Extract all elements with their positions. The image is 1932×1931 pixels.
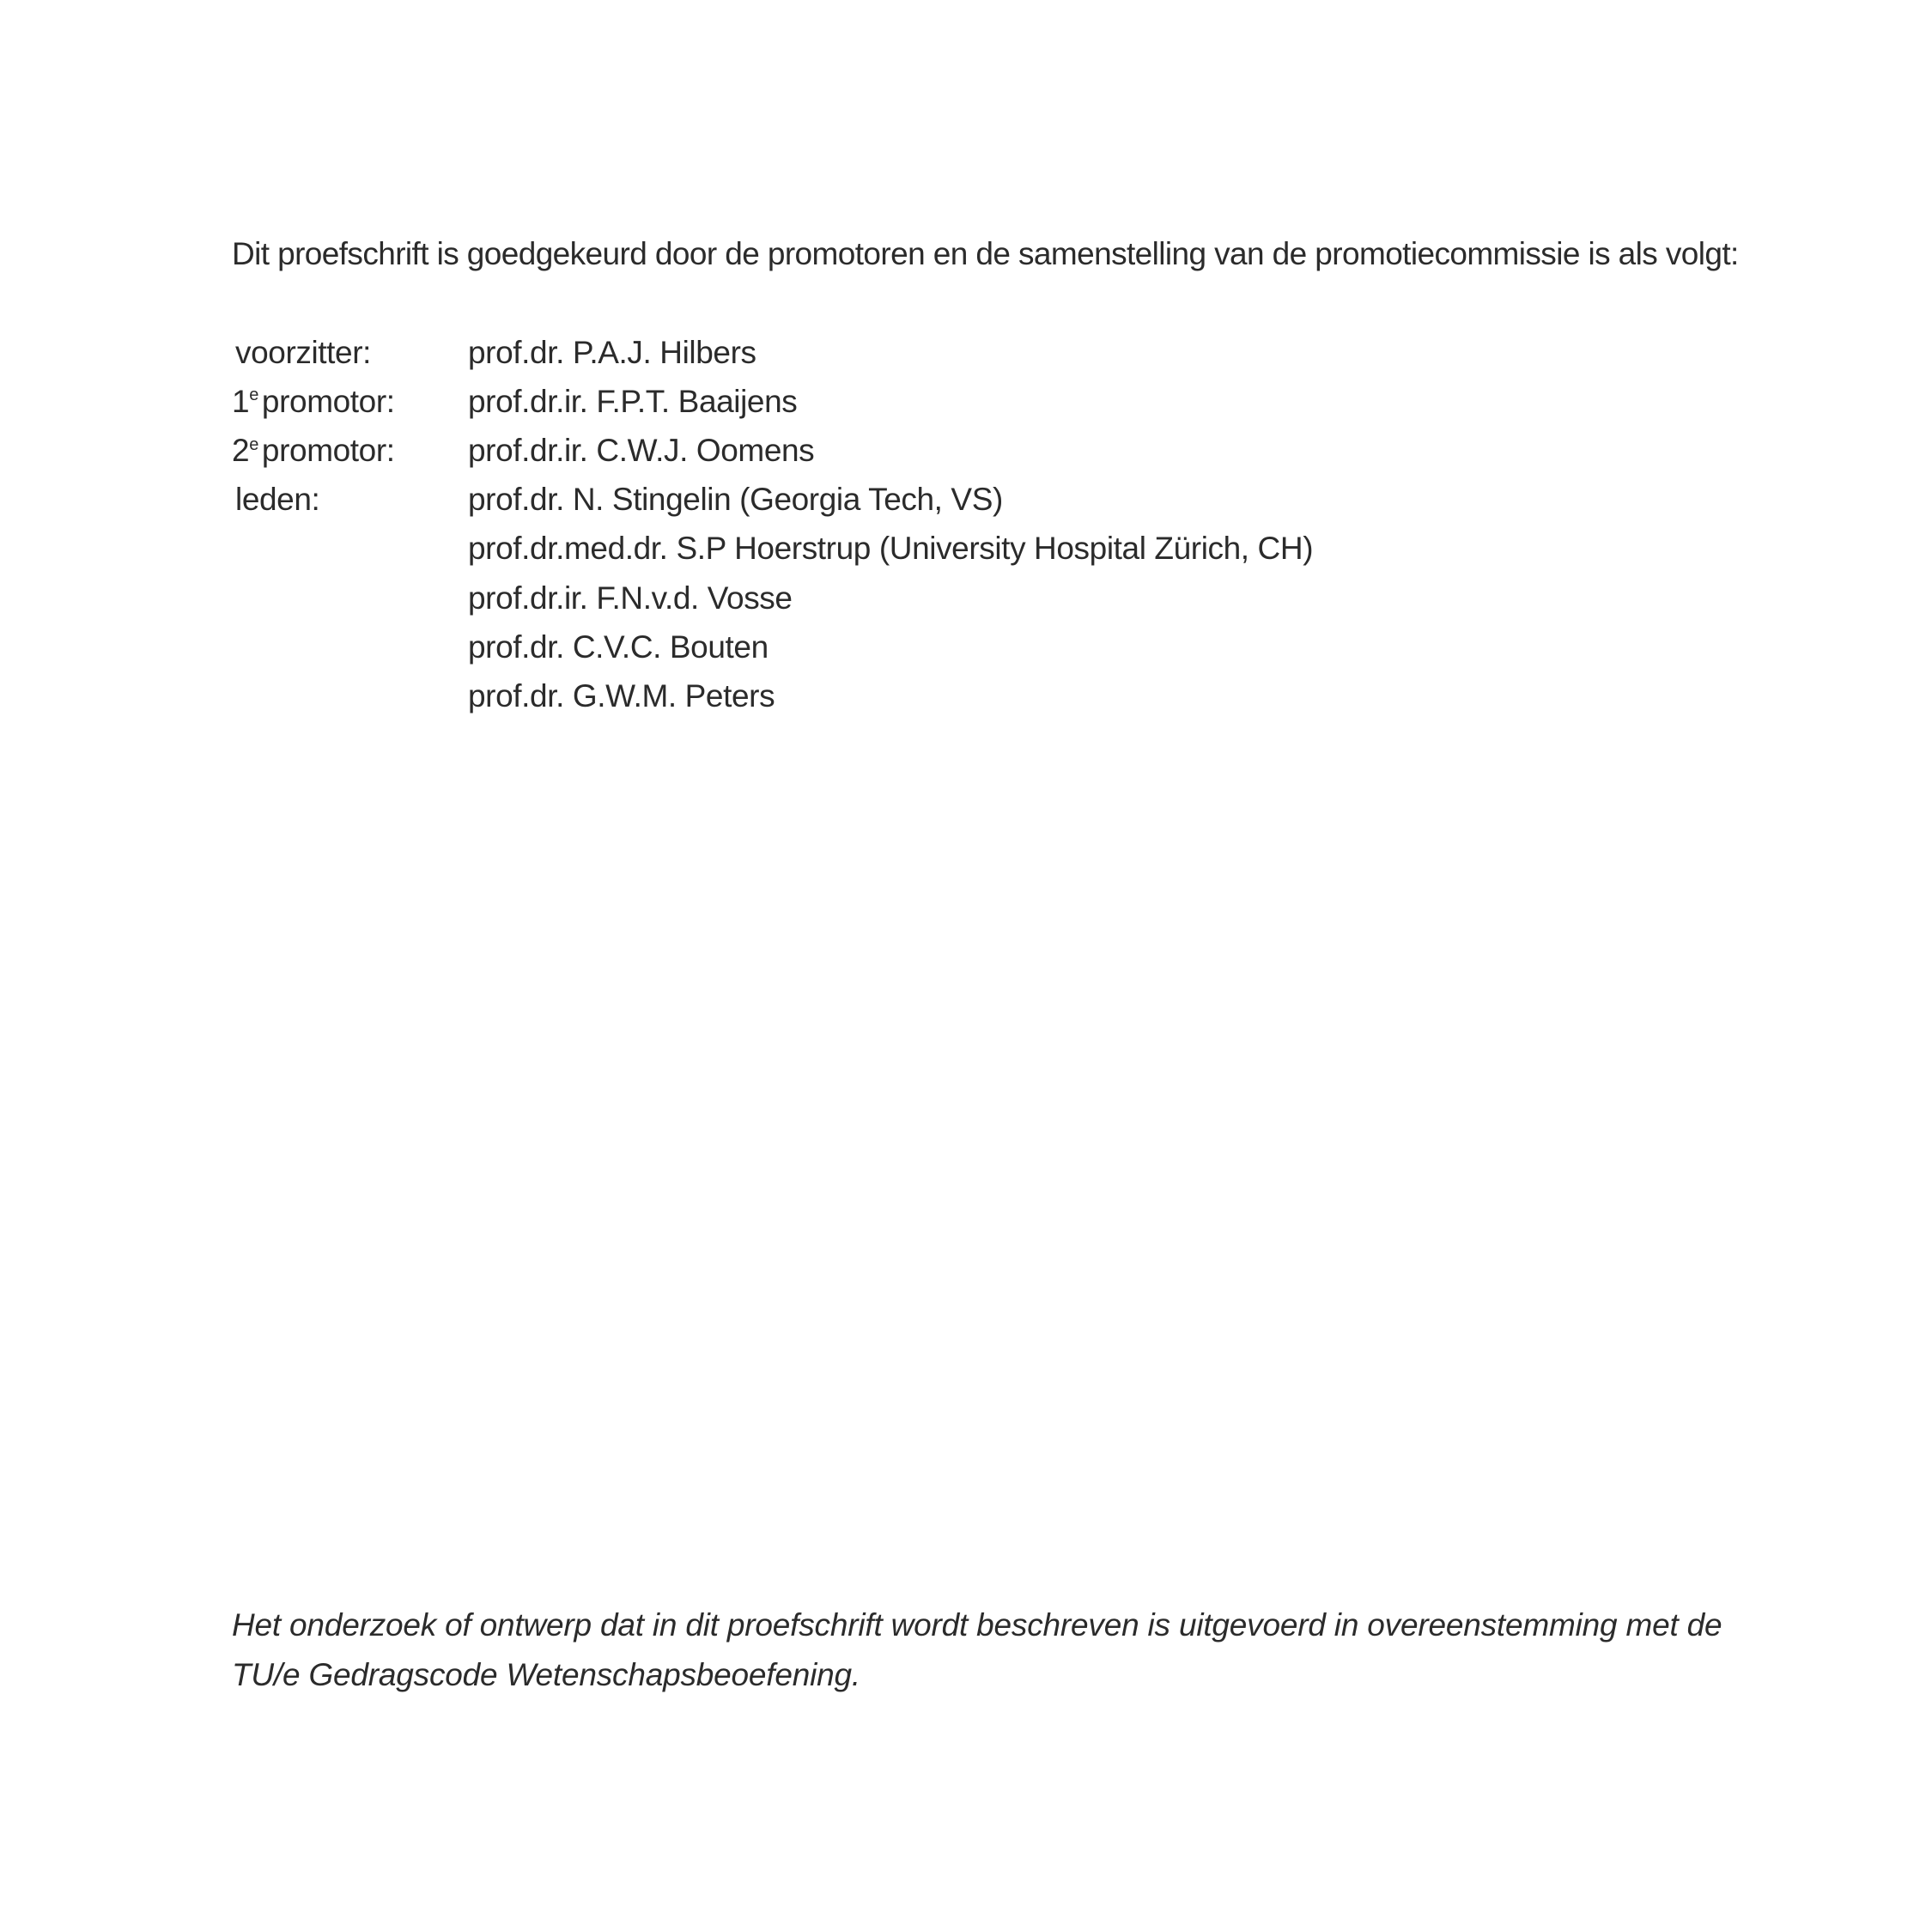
committee-row bbox=[232, 525, 1520, 574]
committee-member: prof.dr. P.A.J. Hilbers bbox=[468, 334, 756, 370]
intro-paragraph: Dit proefschrift is goedgekeurd door de promotoren en de samenstelling van de promotiecommissie is als volgt: bbox=[232, 236, 1739, 271]
committee-row bbox=[232, 377, 1520, 426]
conduct-statement: Het onderzoek of ontwerp dat in dit proefschrift wordt beschreven is uitgevoerd in overeenstemming met de TU/e Gedragscode Wetenschapsbeoefening. bbox=[232, 1607, 1722, 1692]
committee-member: prof.dr.ir. C.W.J. Oomens bbox=[468, 432, 815, 468]
committee-row bbox=[232, 574, 1520, 622]
committee-row bbox=[232, 426, 1520, 475]
committee-list bbox=[232, 328, 1520, 721]
committee-member: prof.dr. G.W.M. Peters bbox=[468, 677, 775, 713]
committee-role: leden: bbox=[235, 482, 320, 518]
committee-role: 1e promotor: bbox=[232, 383, 395, 419]
committee-row bbox=[232, 328, 1520, 377]
committee-role bbox=[232, 629, 468, 665]
committee-role bbox=[232, 580, 468, 616]
committee-role bbox=[232, 678, 468, 714]
committee-row bbox=[232, 476, 1520, 525]
committee-member: prof.dr.ir. F.N.v.d. Vosse bbox=[468, 580, 793, 616]
committee-role: 2e promotor: bbox=[232, 432, 395, 468]
committee-row bbox=[232, 671, 1520, 720]
committee-role: voorzitter: bbox=[235, 334, 372, 370]
committee-member: prof.dr. C.V.C. Bouten bbox=[468, 628, 769, 665]
committee-role bbox=[232, 531, 468, 567]
committee-member: prof.dr.med.dr. S.P Hoerstrup (University Hospital Zürich, CH) bbox=[468, 531, 1314, 567]
committee-row bbox=[232, 622, 1520, 671]
committee-member: prof.dr. N. Stingelin (Georgia Tech, VS) bbox=[468, 482, 1003, 518]
committee-member: prof.dr.ir. F.P.T. Baaijens bbox=[468, 383, 798, 419]
